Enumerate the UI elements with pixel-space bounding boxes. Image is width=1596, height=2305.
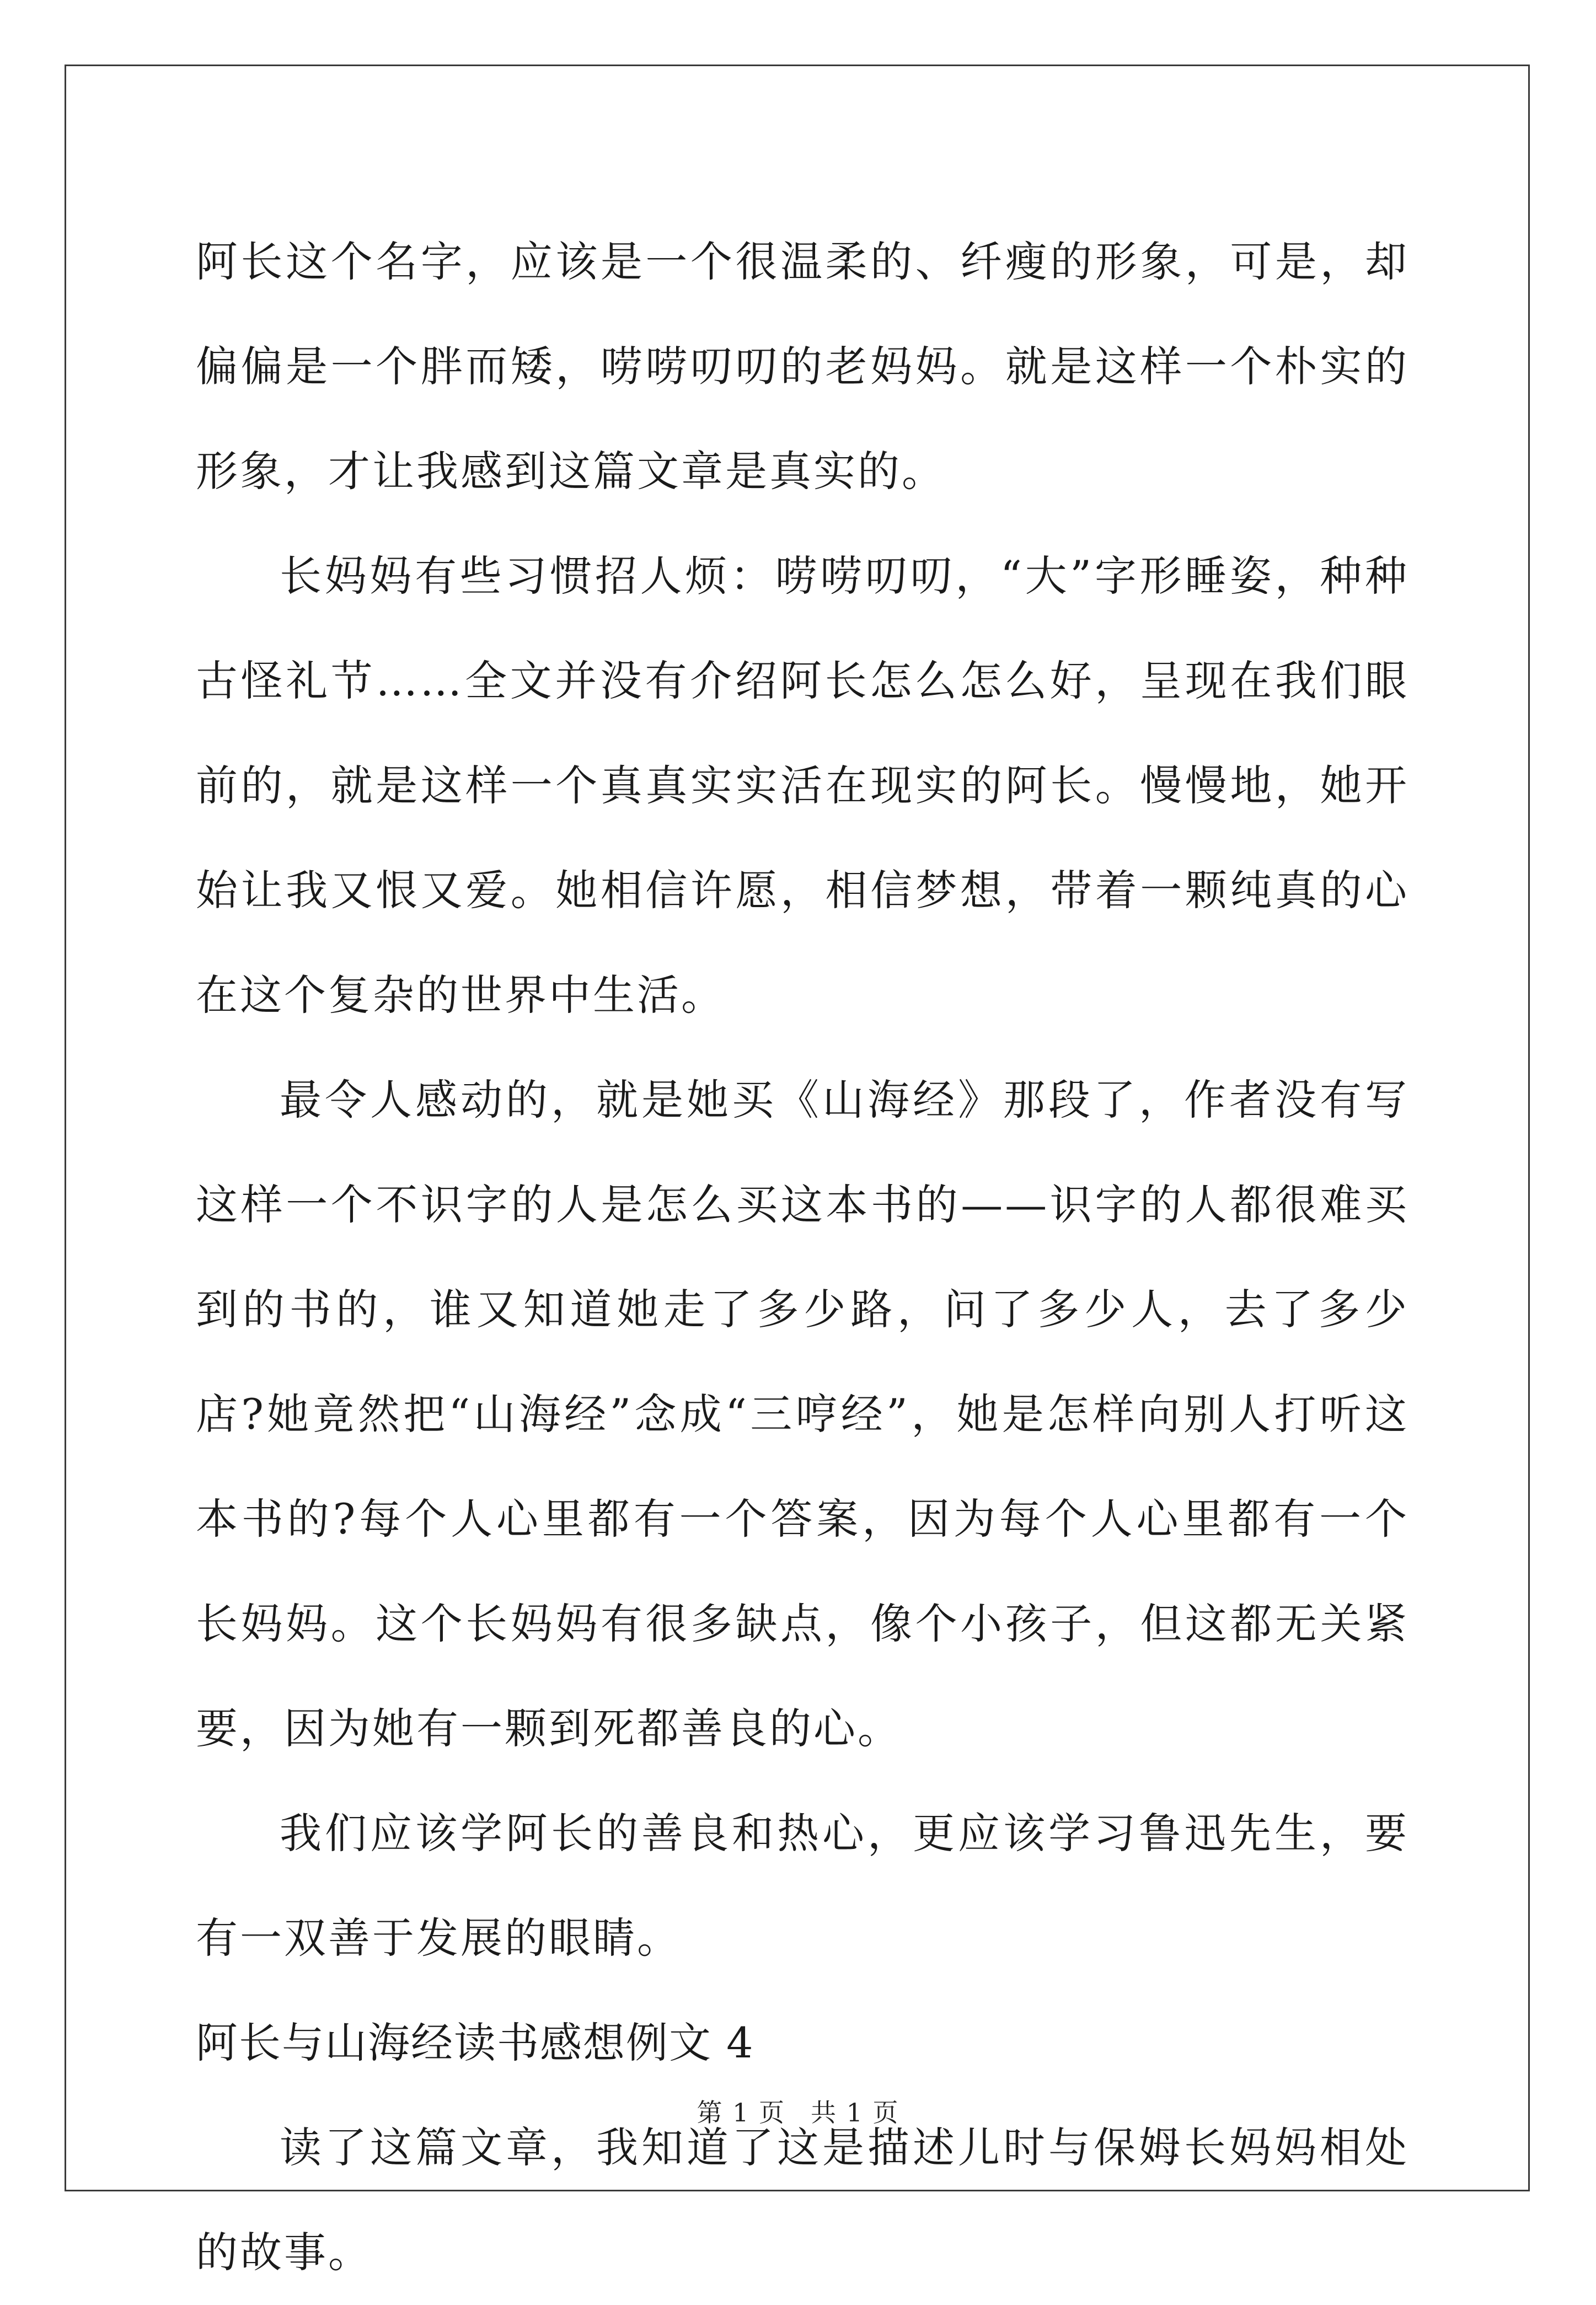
page-number: 第 1 页	[697, 2098, 785, 2127]
paragraph-1: 阿长这个名字，应该是一个很温柔的、纤瘦的形象，可是，却偏偏是一个胖而矮，唠唠叨叨的老妈妈。就是这样一个朴实的形象，才让我感到这篇文章是真实的。	[196, 237, 1409, 496]
section-heading: 阿长与山海经读书感想例文 4	[196, 2018, 754, 2067]
paragraph-3: 最令人感动的，就是她买《山海经》那段了，作者没有写这样一个不识字的人是怎么买这本书的——识字的人都很难买到的书的，谁又知道她走了多少路，问了多少人，去了多少店?她竟然把“山海经”念成“三哼经”，她是怎样向别人打听这本书的?每个人心里都有一个答案，因为每个人心里都有一个长妈妈。这个长妈妈有很多缺点，像个小孩子，但这都无关紧要，因为她有一颗到死都善良的心。	[196, 1075, 1409, 1753]
paragraph-5: 读了这篇文章，我知道了这是描述儿时与保姆长妈妈相处的故事。	[196, 2123, 1409, 2277]
page-footer	[0, 2093, 1596, 2129]
document-body	[196, 210, 1409, 2305]
paragraph-4: 我们应该学阿长的善良和热心，更应该学习鲁迅先生，要有一双善于发展的眼睛。	[196, 1809, 1409, 1963]
paragraph-2: 长妈妈有些习惯招人烦：唠唠叨叨，“大”字形睡姿，种种古怪礼节……全文并没有介绍阿长怎么怎么好，呈现在我们眼前的，就是这样一个真真实实活在现实的阿长。慢慢地，她开始让我又恨又爱。她相信许愿，相信梦想，带着一颗纯真的心在这个复杂的世界中生活。	[196, 551, 1409, 1020]
page-total: 共 1 页	[811, 2098, 899, 2127]
